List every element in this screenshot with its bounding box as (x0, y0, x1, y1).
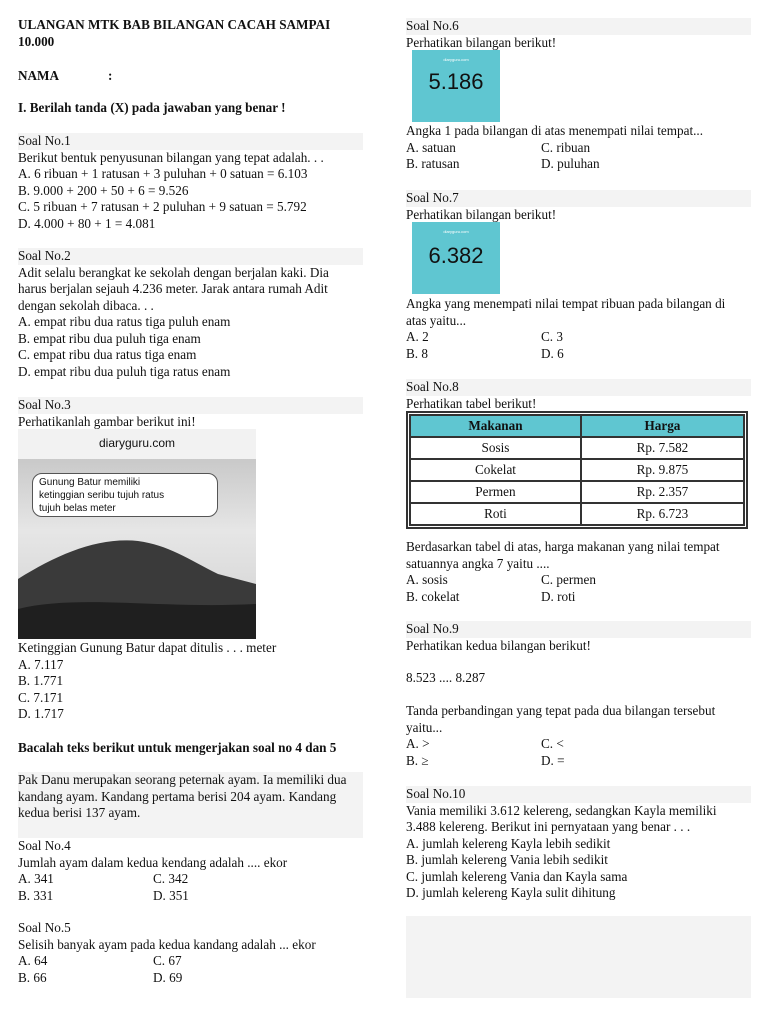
question-7-option-d: D. 6 (541, 345, 564, 361)
question-8-heading: Soal No.8 (406, 379, 751, 396)
cell-food: Roti (410, 503, 581, 525)
question-6-option-d: D. puluhan (541, 156, 600, 171)
question-7-text: Perhatikan bilangan berikut! (406, 206, 557, 222)
column-header-food: Makanan (410, 415, 581, 437)
question-1-option-d: D. 4.000 + 80 + 1 = 4.081 (18, 215, 156, 231)
table-row (410, 503, 744, 525)
question-6 (406, 18, 751, 51)
question-2-option-c: C. empat ribu dua ratus tiga enam (18, 347, 197, 362)
question-2-text-2: harus berjalan sejauh 4.236 meter. Jarak antara rumah Adit (18, 281, 328, 296)
question-9 (406, 621, 751, 654)
question-7-option-a: A. 2 (406, 329, 429, 344)
price-table (409, 414, 745, 526)
question-8-option-d: D. roti (541, 588, 576, 604)
question-10-heading: Soal No.10 (406, 786, 751, 803)
reading-line-3: kedua berisi 137 ayam. (18, 805, 141, 820)
question-8-answers (406, 539, 751, 605)
question-10-text-2: 3.488 kelereng. Berikut ini pernyataan yang benar . . . (406, 819, 691, 834)
question-3-prompt: Ketinggian Gunung Batur dapat ditulis . . . meter (18, 640, 277, 655)
question-7-answers (406, 296, 751, 362)
table-row (410, 481, 744, 503)
image-number: 6.382 (428, 243, 484, 268)
image-watermark: diaryguru.com (443, 229, 469, 234)
question-2-text-3: dengan sekolah dibaca. . . (18, 297, 154, 313)
question-5-option-c: C. 67 (153, 953, 182, 968)
question-9-prompt-2: yaitu... (406, 719, 443, 735)
question-6-text: Perhatikan bilangan berikut! (406, 34, 557, 50)
question-10-text-1: Vania memiliki 3.612 kelereng, sedangkan Kayla memiliki (406, 802, 717, 818)
blank-area (406, 916, 751, 998)
question-9-text: Perhatikan kedua bilangan berikut! (406, 637, 591, 653)
cell-price: Rp. 2.357 (581, 481, 744, 503)
image-number: 5.186 (428, 69, 484, 94)
question-5-option-d: D. 69 (153, 969, 183, 985)
question-10-option-b: B. jumlah kelereng Vania lebih sedikit (406, 852, 608, 867)
cell-food: Cokelat (410, 459, 581, 481)
name-colon: : (108, 68, 113, 83)
question-9-option-a: A. > (406, 736, 430, 751)
reading-passage (18, 772, 363, 838)
question-9-option-d: D. = (541, 752, 565, 768)
question-6-option-c: C. ribuan (541, 139, 591, 155)
mountain-image (18, 429, 256, 639)
test-title (18, 17, 363, 50)
question-10 (406, 786, 751, 902)
title-line-1: ULANGAN MTK BAB BILANGAN CACAH SAMPAI (18, 17, 331, 32)
question-2 (18, 248, 363, 380)
question-3-option-b: B. 1.771 (18, 673, 64, 688)
reading-heading: Bacalah teks berikut untuk mengerjakan soal no 4 dan 5 (18, 740, 337, 755)
question-9-heading: Soal No.9 (406, 621, 751, 638)
question-2-option-b: B. empat ribu dua puluh tiga enam (18, 330, 201, 346)
cell-price: Rp. 9.875 (581, 459, 744, 481)
instruction: I. Berilah tanda (X) pada jawaban yang benar ! (18, 100, 286, 115)
reading-line-1: Pak Danu merupakan seorang peternak ayam. Ia memiliki dua (18, 772, 347, 787)
question-3-heading: Soal No.3 (18, 397, 363, 414)
table-header-row (410, 415, 744, 437)
question-7-heading: Soal No.7 (406, 190, 751, 207)
question-10-option-d: D. jumlah kelereng Kayla sulit dihitung (406, 885, 616, 900)
number-image-5186 (412, 50, 500, 122)
question-8-option-c: C. permen (541, 572, 596, 587)
question-6-heading: Soal No.6 (406, 18, 751, 35)
question-9-prompt-1: Tanda perbandingan yang tepat pada dua bilangan tersebut (406, 703, 716, 718)
question-4-option-d: D. 351 (153, 887, 189, 903)
question-5-option-b: B. 66 (18, 969, 47, 985)
question-7-option-b: B. 8 (406, 345, 428, 361)
question-3-option-d: D. 1.717 (18, 706, 64, 721)
cell-food: Permen (410, 481, 581, 503)
question-8-text: Perhatikan tabel berikut! (406, 395, 537, 411)
question-3-option-c: C. 7.171 (18, 689, 64, 705)
comparison-numbers: 8.523 .... 8.287 (406, 670, 486, 685)
question-8-prompt-1: Berdasarkan tabel di atas, harga makanan yang nilai tempat (406, 539, 720, 554)
image-watermark: diaryguru.com (443, 57, 469, 62)
question-4-option-a: A. 341 (18, 871, 54, 886)
table-row (410, 437, 744, 459)
question-7 (406, 190, 751, 223)
question-1 (18, 133, 363, 232)
question-3-text: Perhatikanlah gambar berikut ini! (18, 413, 196, 429)
cell-food: Sosis (410, 437, 581, 459)
bubble-line-1: Gunung Batur memiliki (39, 477, 141, 488)
column-header-price: Harga (581, 415, 744, 437)
question-8-prompt-2: satuannya angka 7 yaitu .... (406, 555, 550, 571)
question-2-text-1: Adit selalu berangkat ke sekolah dengan berjalan kaki. Dia (18, 264, 329, 280)
question-2-option-a: A. empat ribu dua ratus tiga puluh enam (18, 314, 231, 329)
cell-price: Rp. 6.723 (581, 503, 744, 525)
question-9-option-c: C. < (541, 736, 564, 751)
question-4 (18, 838, 363, 904)
question-4-option-c: C. 342 (153, 871, 189, 886)
image-watermark: diaryguru.com (98, 436, 176, 450)
table-row (410, 459, 744, 481)
question-1-option-b: B. 9.000 + 200 + 50 + 6 = 9.526 (18, 182, 189, 198)
question-7-prompt-1: Angka yang menempati nilai tempat ribuan pada bilangan di (406, 296, 726, 311)
question-3-option-a: A. 7.117 (18, 656, 64, 672)
question-1-option-c: C. 5 ribuan + 7 ratusan + 2 puluhan + 9 satuan = 5.792 (18, 199, 307, 214)
question-2-option-d: D. empat ribu dua puluh tiga ratus enam (18, 363, 231, 379)
question-1-text: Berikut bentuk penyusunan bilangan yang tepat adalah. . . (18, 149, 324, 165)
question-5-text: Selisih banyak ayam pada kedua kandang adalah ... ekor (18, 936, 316, 952)
question-7-option-c: C. 3 (541, 329, 563, 344)
question-8-option-a: A. sosis (406, 572, 448, 587)
question-10-option-a: A. jumlah kelereng Kayla lebih sedikit (406, 835, 611, 851)
question-9-option-b: B. ≥ (406, 752, 429, 768)
question-9-answers (406, 703, 751, 769)
question-6-answers (406, 123, 751, 173)
speech-bubble (32, 473, 218, 517)
question-8-option-b: B. cokelat (406, 588, 460, 604)
question-1-option-a: A. 6 ribuan + 1 ratusan + 3 puluhan + 0 satuan = 6.103 (18, 166, 308, 181)
price-table-wrapper (406, 411, 751, 534)
question-7-prompt-2: atas yaitu... (406, 312, 467, 328)
cell-price: Rp. 7.582 (581, 437, 744, 459)
question-1-heading: Soal No.1 (18, 133, 363, 150)
name-field (18, 68, 363, 85)
question-5-heading: Soal No.5 (18, 920, 71, 935)
question-2-heading: Soal No.2 (18, 248, 363, 265)
question-6-option-a: A. satuan (406, 139, 456, 155)
name-label: NAMA (18, 68, 60, 83)
bubble-line-3: tujuh belas meter (39, 503, 116, 514)
number-image-6382 (412, 222, 500, 294)
title-line-2: 10.000 (18, 33, 55, 49)
reading-line-2: kandang ayam. Kandang pertama berisi 204 ayam. Kandang (18, 788, 337, 804)
question-6-option-b: B. ratusan (406, 156, 460, 171)
question-10-option-c: C. jumlah kelereng Vania dan Kayla sama (406, 868, 628, 884)
question-5 (18, 920, 363, 986)
question-5-option-a: A. 64 (18, 953, 48, 968)
question-3 (18, 397, 363, 430)
question-4-text: Jumlah ayam dalam kedua kendang adalah .... ekor (18, 854, 288, 870)
question-4-heading: Soal No.4 (18, 838, 71, 853)
question-3-answers (18, 640, 363, 723)
question-4-option-b: B. 331 (18, 887, 54, 903)
question-6-prompt: Angka 1 pada bilangan di atas menempati nilai tempat... (406, 123, 703, 138)
bubble-line-2: ketinggian seribu tujuh ratus (39, 490, 165, 501)
question-8 (406, 379, 751, 412)
